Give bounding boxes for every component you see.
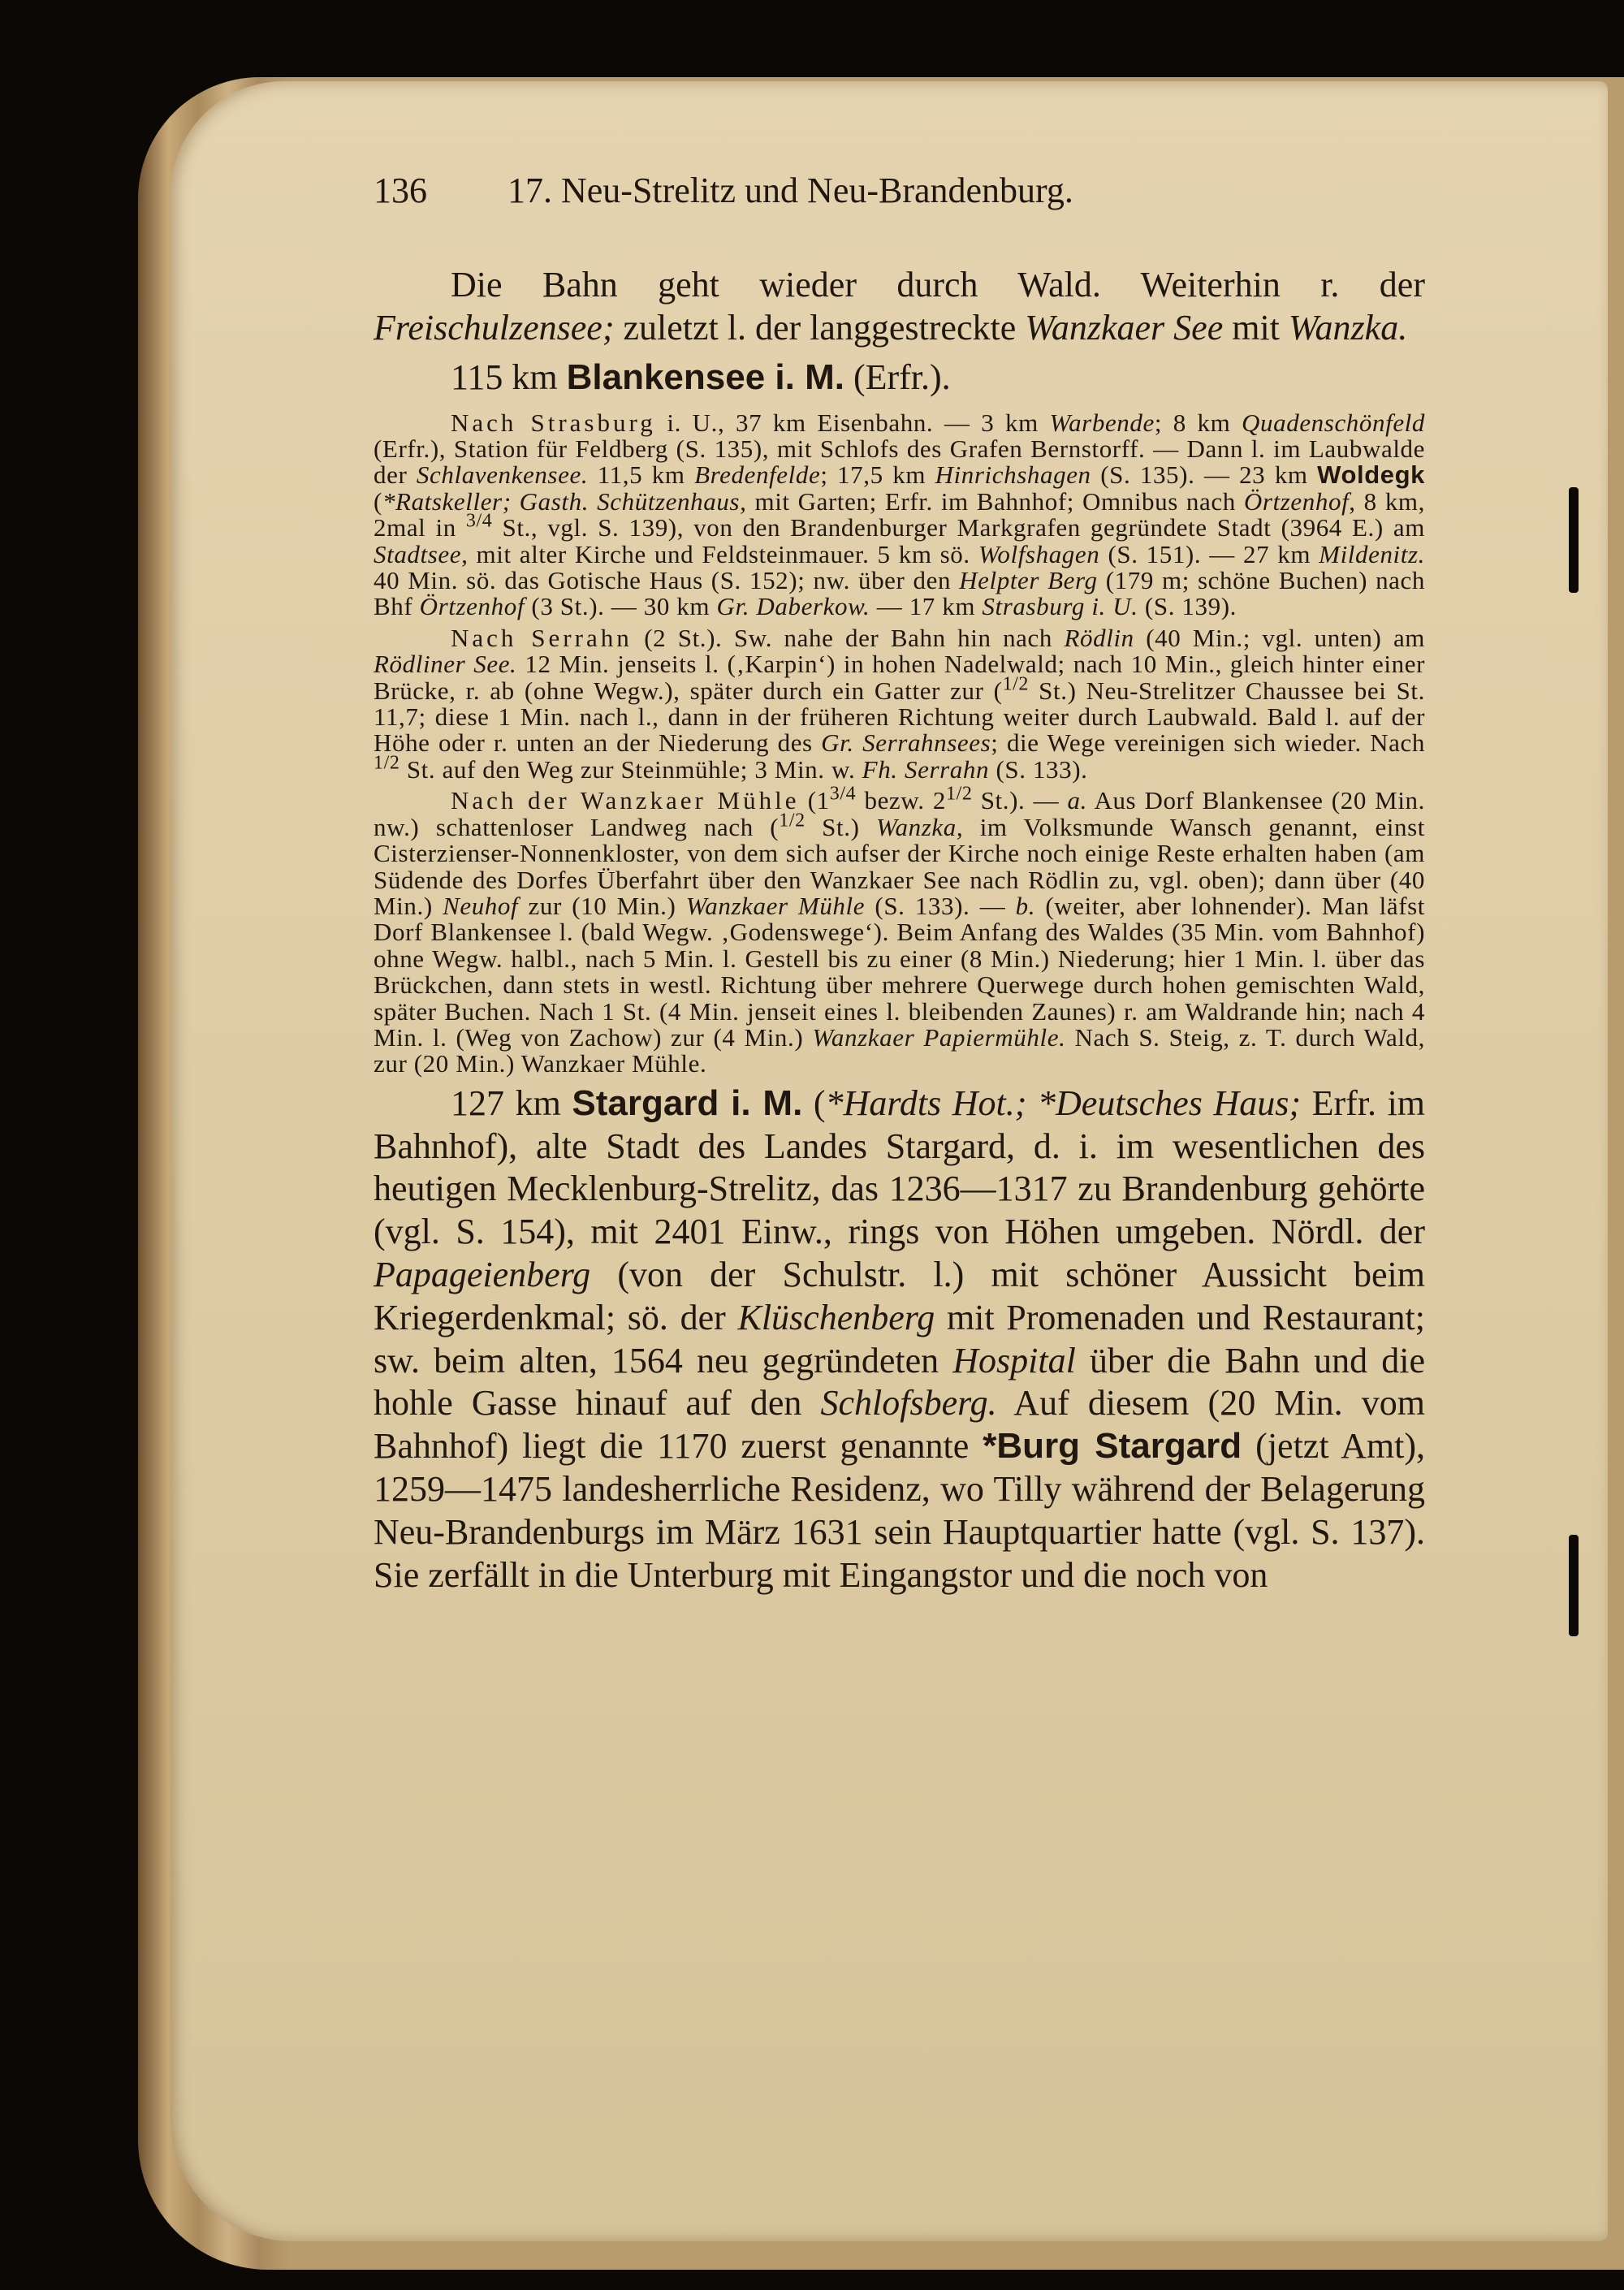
intro-paragraph: Die Bahn geht wieder durch Wald. Weiterhin r. der Freischulzensee; zuletzt l. der langgestreckte Wanzkaer See mit Wanzka. — [374, 265, 1425, 348]
route-serrahn: Nach Serrahn (2 St.). Sw. nahe der Bahn hin nach Rödlin (40 Min.; vgl. unten) am Rödliner See. 12 Min. jenseits l. (‚Karpin‘) in hohen Nadelwald; nach 10 Min., gleich hinter einer Brücke, r. ab (ohne Wegw.), später durch ein Gatter zur ($^{1/2}$ St.) Neu-Strelitzer Chaussee bei St. 11,7; diese 1 Min. nach l., dann in der früheren Richtung weiter durch Laubwald. Bald l. auf der Höhe oder r. unten an der Niederung des Gr. Serrahnsees; die Wege vereinigen sich wieder. Nach $^{1/2}$ St. auf den Weg zur Steinmühle; 3 Min. w. Fh. Serrahn (S. 133). — [374, 623, 1426, 784]
right-edge-mark — [1569, 487, 1579, 593]
station-stargard-paragraph: 127 km Stargard i. M. (*Hardts Hot.; *Deutsches Haus; Erfr. im Bahnhof), alte Stadt des Landes Stargard, d. i. im wesentlichen des heutigen Mecklenburg-Strelitz, das 1236—1317 zu Brandenburg gehörte (vgl. S. 154), mit 2401 Einw., rings von Höhen umgeben. Nördl. der Papageienberg (von der Schulstr. l.) mit schöner Aussicht beim Kriegerdenkmal; sö. der Klüschenberg mit Promenaden und Restaurant; sw. beim alten, 1564 neu gegründeten Hospital über die Bahn und die hohle Gasse hinauf auf den Schlofsberg. Auf diesem (20 Min. vom Bahnhof) liegt die 1170 zuerst genannte *Burg Stargard (jetzt Amt), 1259—1475 landesherrliche Residenz, wo Tilly während der Belagerung Neu-Brandenburgs im März 1631 sein Hauptquartier hatte (vgl. S. 137). Sie zerfällt in die Unterburg mit Eingangstor und die noch von — [374, 1082, 1426, 1595]
route-wanzkaer-muehle: Nach der Wanzkaer Mühle ($1^{3/4}$ bezw. $2^{1/2}$ St.). — a. Aus Dorf Blankensee (20 Min. nw.) schattenloser Landweg nach ($^{1/2}$ St.) Wanzka, im Volksmunde Wansch genannt, einst Cisterzienser-Nonnenkloster, von dem sich aufser der Kirche noch einige Reste erhalten haben (am Südende des Dorfes Überfahrt über den Wanzkaer See nach Rödlin zu, vgl. oben); dann über (40 Min.) Neuhof zur (10 Min.) Wanzkaer Mühle (S. 133). — b. (weiter, aber lohnender). Man läfst Dorf Blankensee l. (bald Wegw. ‚Godenswege‘). Beim Anfang des Waldes (35 Min. vom Bahnhof) ohne Wegw. halbl., nach 5 Min. l. Gestell bis zu einer (8 Min.) Niederung; hier 1 Min. l. über das Brückchen, dann stets in westl. Richtung über mehrere Querwege durch hohen gemischten Wald, später Buchen. Nach 1 St. (4 Min. jenseit eines l. bleibenden Zaunes) r. am Waldrande hin; nach 4 Min. l. (Weg von Zachow) zur (4 Min.) Wanzkaer Papiermühle. Nach S. Steig, z. T. durch Wald, zur (20 Min.) Wanzkaer Mühle. — [374, 783, 1426, 1078]
page-number: 136 — [374, 171, 427, 210]
page-header — [374, 166, 1425, 215]
station-blankensee: 115 km Blankensee i. M. (Erfr.). — [451, 356, 951, 397]
page-text — [374, 166, 1425, 1597]
station-name: Blankensee i. M. — [566, 356, 844, 397]
route-strasburg: Nach Strasburg i. U., 37 km Eisenbahn. — 3 km Warbende; 8 km Quadenschönfeld (Erfr.), Station für Feldberg (S. 135), mit Schlofs des Grafen Bernstorff. — Dann l. im Laubwalde der Schlavenkensee. 11,5 km Bredenfelde; 17,5 km Hinrichshagen (S. 135). — 23 km Woldegk (*Ratskeller; Gasth. Schützenhaus, mit Garten; Erfr. im Bahnhof; Omnibus nach Örtzenhof, 8 km, 2mal in $^{3/4}$ St., vgl. S. 139), von den Brandenburger Markgrafen gegründete Stadt (3964 E.) am Stadtsee, mit alter Kirche und Feldsteinmauer. 5 km sö. Wolfshagen (S. 151). — 27 km Mildenitz. 40 Min. sö. das Gotische Haus (S. 152); nw. über den Helpter Berg (179 m; schöne Buchen) nach Bhf Örtzenhof (3 St.). — 30 km Gr. Daberkow. — 17 km Strasburg i. U. (S. 139). — [374, 408, 1425, 621]
station-name: Stargard i. M. — [572, 1082, 803, 1123]
right-edge-mark — [1569, 1535, 1579, 1636]
running-head: 17. Neu-Strelitz und Neu-Brandenburg. — [508, 171, 1073, 210]
